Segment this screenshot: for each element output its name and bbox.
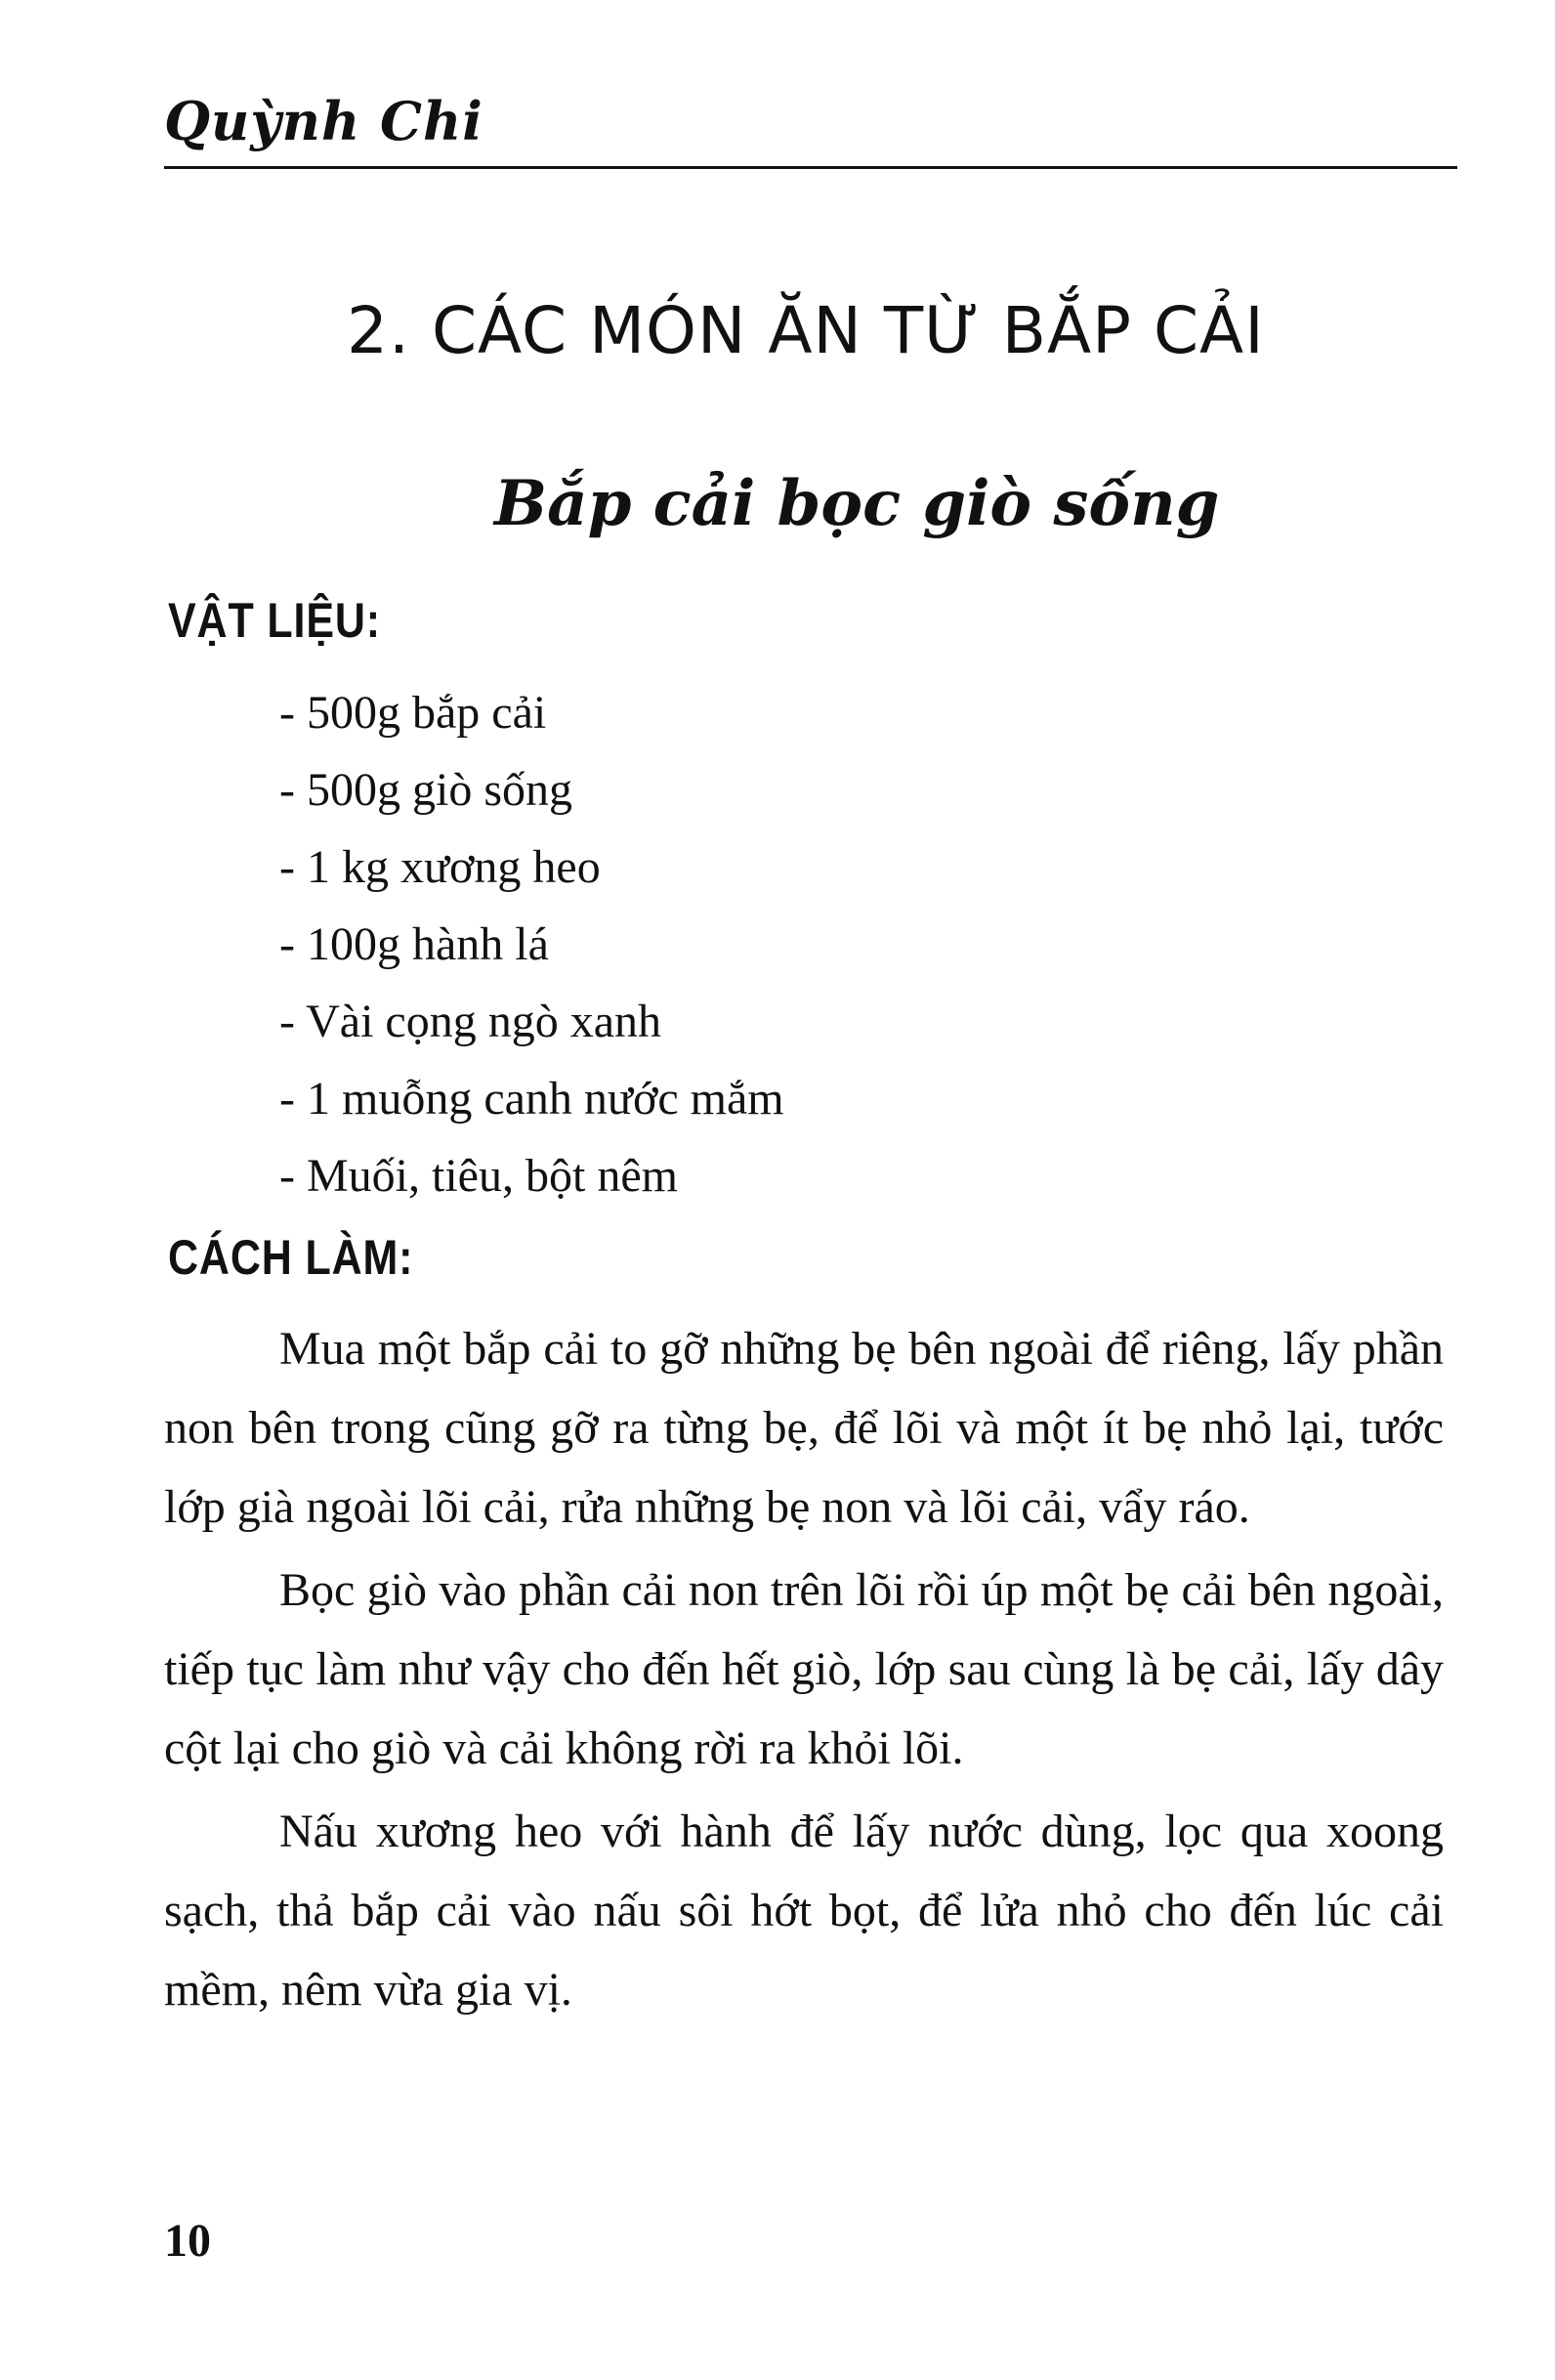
ingredient-item: - 1 muỗng canh nước mắm (279, 1073, 784, 1125)
ingredient-item: - Muối, tiêu, bột nêm (279, 1150, 678, 1202)
method-heading: CÁCH LÀM: (168, 1230, 414, 1285)
ingredient-item: - Vài cọng ngò xanh (279, 996, 662, 1047)
method-paragraph: Mua một bắp cải to gỡ những bẹ bên ngoài để riêng, lấy phần non bên trong cũng gỡ ra từng bẹ, để lõi và một ít bẹ nhỏ lại, tước lớp già ngoài lõi cải, rửa những bẹ non và lõi cải, vẩy ráo. (164, 1323, 1444, 1533)
materials-heading: VẬT LIỆU: (168, 593, 381, 648)
ingredient-item: - 500g bắp cải (279, 687, 547, 739)
recipe-title: Bắp cải bọc giò sống (494, 467, 1220, 540)
ingredient-list (279, 674, 784, 1214)
method-paragraph: Nấu xương heo với hành để lấy nước dùng, lọc qua xoong sạch, thả bắp cải vào nấu sôi hớt bọt, để lửa nhỏ cho đến lúc cải mềm, nêm vừa gia vị. (164, 1806, 1444, 2016)
running-header-author: Quỳnh Chi (164, 90, 483, 152)
ingredient-item: - 1 kg xương heo (279, 841, 601, 893)
method-paragraph: Bọc giò vào phần cải non trên lõi rồi úp một bẹ cải bên ngoài, tiếp tục làm như vậy cho đến hết giò, lớp sau cùng là bẹ cải, lấy dây cột lại cho giò và cải không rời ra khỏi lõi. (164, 1564, 1444, 1774)
ingredient-item: - 100g hành lá (279, 918, 549, 970)
ingredient-item: - 500g giò sống (279, 764, 572, 816)
page-number: 10 (164, 2215, 211, 2267)
chapter-title: 2. CÁC MÓN ĂN TỪ BẮP CẢI (347, 293, 1265, 368)
method-body (164, 1309, 1444, 2029)
header-divider (164, 166, 1457, 169)
